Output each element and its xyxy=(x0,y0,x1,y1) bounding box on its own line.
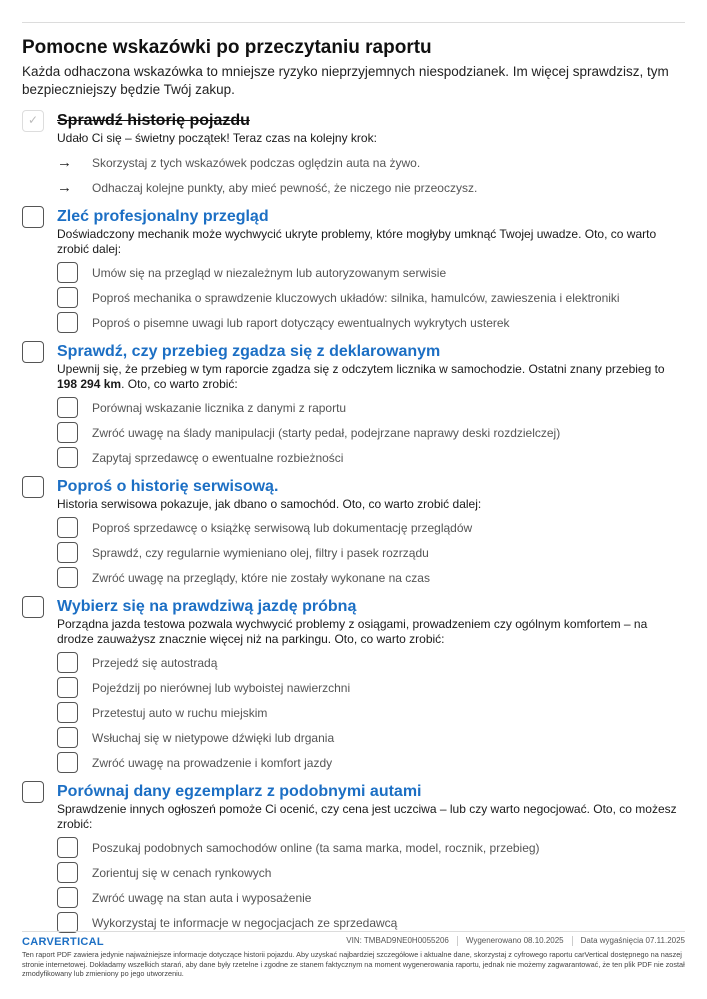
checklist-item[interactable] xyxy=(57,650,686,675)
checklist-item-label: Zwróć uwagę na stan auta i wyposażenie xyxy=(92,890,312,905)
checklist-section xyxy=(22,207,686,335)
checklist-item[interactable] xyxy=(57,700,686,725)
check-icon: ✓ xyxy=(27,113,39,127)
checkbox[interactable] xyxy=(57,677,78,698)
footer-meta xyxy=(346,936,685,946)
section-checkbox[interactable] xyxy=(22,341,44,363)
section-title: Poproś o historię serwisową. xyxy=(57,478,279,495)
checklist-item[interactable] xyxy=(57,285,686,310)
description-text: . Oto, co warto zrobić: xyxy=(121,377,238,391)
checkbox[interactable] xyxy=(57,287,78,308)
checklist-item[interactable] xyxy=(57,860,686,885)
checkbox[interactable] xyxy=(57,702,78,723)
checklist-section xyxy=(22,342,686,470)
section-checkbox[interactable] xyxy=(22,206,44,228)
page-title: Pomocne wskazówki po przeczytaniu raportu xyxy=(22,37,432,58)
intro-text: Każda odhaczona wskazówka to mniejsze ryzyko nieprzyjemnych niespodzianek. Im więcej sprawdzisz, tym bezpieczniejszy będzie Twój zakup. xyxy=(22,64,669,97)
checkbox[interactable] xyxy=(57,752,78,773)
checklist-item-label: Zorientuj się w cenach rynkowych xyxy=(92,865,272,880)
checkbox[interactable] xyxy=(57,542,78,563)
section-title: Wybierz się na prawdziwą jazdę próbną xyxy=(57,598,357,615)
checkbox[interactable] xyxy=(57,312,78,333)
section-description: Porządna jazda testowa pozwala wychwycić problemy z osiągami, prowadzeniem czy ogólnym komfortem – na drodze zauważysz znacznie więcej niż na parkingu. Oto, co warto zrobić: xyxy=(57,617,648,646)
section-description: Doświadczony mechanik może wychwycić ukryte problemy, które mogłyby umknąć Twojej uwadze. Oto, co warto zrobić dalej: xyxy=(57,227,657,256)
checklist-item[interactable] xyxy=(57,750,686,775)
checkbox[interactable] xyxy=(57,567,78,588)
checklist-item[interactable] xyxy=(57,675,686,700)
checklist-item-label: Poszukaj podobnych samochodów online (ta sama marka, model, rocznik, przebieg) xyxy=(92,840,540,855)
description-text: Upewnij się, że przebieg w tym raporcie zgadza się z odczytem licznika w samochodzie. Ostatni znany przebieg to xyxy=(57,362,665,376)
checkbox[interactable] xyxy=(57,727,78,748)
checklist-item[interactable] xyxy=(57,310,686,335)
footer-divider xyxy=(22,931,685,932)
section-description: Historia serwisowa pokazuje, jak dbano o samochód. Oto, co warto zrobić dalej: xyxy=(57,497,482,511)
checkbox[interactable] xyxy=(57,517,78,538)
checklist-item[interactable] xyxy=(57,885,686,910)
checked-checkbox[interactable] xyxy=(22,110,44,132)
checkbox[interactable] xyxy=(57,912,78,933)
generated-date: Wygenerowano 08.10.2025 xyxy=(465,936,564,945)
checkbox[interactable] xyxy=(57,652,78,673)
section-checkbox[interactable] xyxy=(22,596,44,618)
checkbox[interactable] xyxy=(57,397,78,418)
section-title: Zleć profesjonalny przegląd xyxy=(57,208,269,225)
tip-item xyxy=(57,175,686,200)
checklist-section xyxy=(22,111,686,200)
checklist-item[interactable] xyxy=(57,445,686,470)
checklist-item-label: Przejedź się autostradą xyxy=(92,655,218,670)
section-description: Sprawdzenie innych ogłoszeń pomoże Ci ocenić, czy cena jest uczciwa – lub czy warto negocjować. Oto, co możesz zrobić: xyxy=(57,802,677,831)
checklist-item-label: Umów się na przegląd w niezależnym lub autoryzowanym serwisie xyxy=(92,265,447,280)
carvertical-logo: CARVERTICAL xyxy=(22,936,104,948)
checklist-item-label: Porównaj wskazanie licznika z danymi z raportu xyxy=(92,400,347,415)
vin: VIN: TMBAD9NE0H0055206 xyxy=(346,936,449,945)
section-title: Sprawdź historię pojazdu xyxy=(57,112,250,129)
disclaimer: Ten raport PDF zawiera jedynie najważniejsze informacje dotyczące historii pojazdu. Aby uzyskać najbardziej szczegółowe i aktualne dane, skorzystaj z cyfrowego raportu carVertical dostępnego na naszej stronie internetowej. Dokładamy wszelkich starań, aby dane były rzetelne i zgodne ze stanem faktycznym na moment wygenerowania raportu, jednak nie możemy zagwarantować, że ten plik PDF nie został zmodyfikowany lub zmieniony po jego utworzeniu. xyxy=(22,950,685,978)
checkbox[interactable] xyxy=(57,422,78,443)
mileage: 198 294 km xyxy=(57,377,122,391)
checklist-item-label: Poproś sprzedawcę o książkę serwisową lub dokumentację przeglądów xyxy=(92,520,473,535)
checklist-item-label: Zwróć uwagę na ślady manipulacji (starty pedał, podejrzane naprawy deski rozdzielczej) xyxy=(92,425,561,440)
checkbox[interactable] xyxy=(57,862,78,883)
section-description: Udało Ci się – świetny początek! Teraz czas na kolejny krok: xyxy=(57,131,377,145)
checklist-item-label: Sprawdź, czy regularnie wymieniano olej, filtry i pasek rozrządu xyxy=(92,545,429,560)
checkbox[interactable] xyxy=(57,887,78,908)
tip-text: Skorzystaj z tych wskazówek podczas oględzin auta na żywo. xyxy=(92,155,421,170)
checklist-item-label: Poproś o pisemne uwagi lub raport dotyczący ewentualnych wykrytych usterek xyxy=(92,315,510,330)
arrow-right-icon: → xyxy=(57,154,72,171)
checklist-item[interactable] xyxy=(57,420,686,445)
checklist-item-label: Przetestuj auto w ruchu miejskim xyxy=(92,705,268,720)
checklist-item[interactable] xyxy=(57,395,686,420)
checklist-item[interactable] xyxy=(57,540,686,565)
expiry-date: Data wygaśnięcia 07.11.2025 xyxy=(580,936,685,945)
section-checkbox[interactable] xyxy=(22,781,44,803)
top-divider xyxy=(22,22,685,23)
checklist-item[interactable] xyxy=(57,835,686,860)
checklist-section xyxy=(22,597,686,775)
tip-text: Odhaczaj kolejne punkty, aby mieć pewność, że niczego nie przeoczysz. xyxy=(92,180,478,195)
checkbox[interactable] xyxy=(57,447,78,468)
checklist-item-label: Zwróć uwagę na prowadzenie i komfort jazdy xyxy=(92,755,333,770)
section-title: Sprawdź, czy przebieg zgadza się z deklarowanym xyxy=(57,343,441,360)
section-title: Porównaj dany egzemplarz z podobnymi autami xyxy=(57,783,422,800)
checklist-item[interactable] xyxy=(57,260,686,285)
checklist-item-label: Zwróć uwagę na przeglądy, które nie zostały wykonane na czas xyxy=(92,570,430,585)
checklist-section xyxy=(22,782,686,935)
checklist-item[interactable] xyxy=(57,725,686,750)
checklist-section xyxy=(22,477,686,590)
section-checkbox[interactable] xyxy=(22,476,44,498)
checkbox[interactable] xyxy=(57,837,78,858)
checklist-item[interactable] xyxy=(57,515,686,540)
checklist-item-label: Pojeździj po nierównej lub wyboistej nawierzchni xyxy=(92,680,351,695)
checkbox[interactable] xyxy=(57,262,78,283)
arrow-right-icon: → xyxy=(57,179,72,196)
tip-item xyxy=(57,150,686,175)
section-description xyxy=(57,362,686,392)
checklist-item-label: Wsłuchaj się w nietypowe dźwięki lub drgania xyxy=(92,730,335,745)
checklist-item[interactable] xyxy=(57,565,686,590)
checklist-item-label: Poproś mechanika o sprawdzenie kluczowych układów: silnika, hamulców, zawieszenia i elektroniki xyxy=(92,290,620,305)
checklist-item-label: Zapytaj sprzedawcę o ewentualne rozbieżności xyxy=(92,450,344,465)
checklist-item-label: Wykorzystaj te informacje w negocjacjach ze sprzedawcą xyxy=(92,915,398,930)
